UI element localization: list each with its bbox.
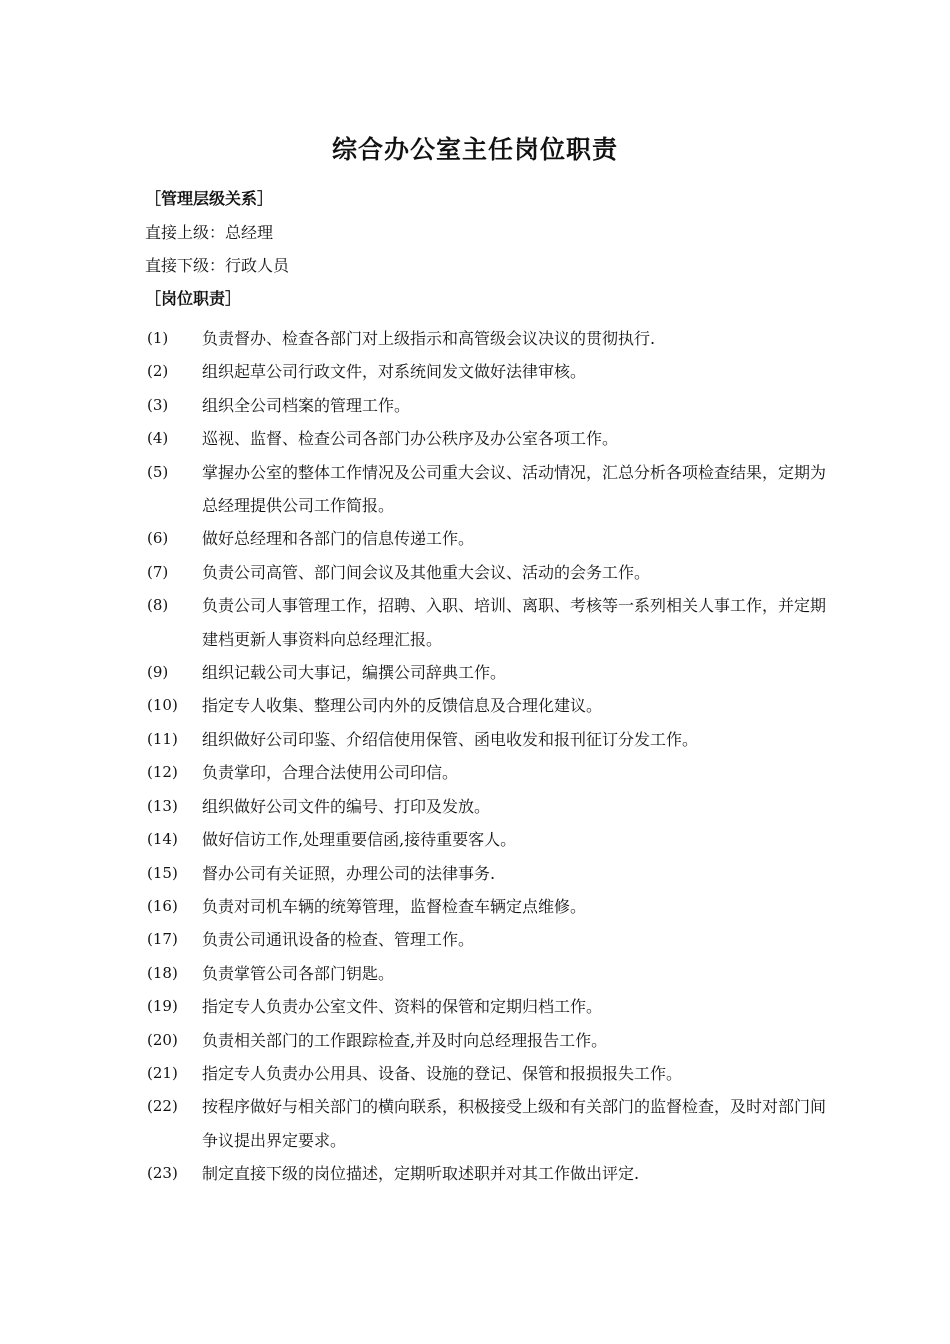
duty-item bbox=[147, 957, 827, 990]
duty-text: 组织起草公司行政文件，对系统间发文做好法律审核。 bbox=[202, 362, 587, 382]
duty-item bbox=[147, 723, 827, 756]
duty-number: (6) bbox=[147, 529, 169, 548]
duty-item bbox=[147, 923, 827, 956]
duty-text: 掌握办公室的整体工作情况及公司重大会议、活动情况，汇总分析各项检查结果，定期为总经理提供公司工作简报。 bbox=[202, 462, 827, 516]
hierarchy-heading: ［管理层级关系］ bbox=[145, 189, 274, 208]
duty-text: 指定专人收集、整理公司内外的反馈信息及合理化建议。 bbox=[202, 696, 603, 716]
duty-item bbox=[147, 990, 827, 1023]
duty-text: 指定专人负责办公用具、设备、设施的登记、保管和报损报失工作。 bbox=[202, 1063, 683, 1083]
duty-number: (18) bbox=[147, 963, 178, 982]
page-title: 综合办公室主任岗位职责 bbox=[331, 135, 618, 164]
duty-item bbox=[147, 1090, 827, 1157]
duty-number: (4) bbox=[147, 429, 169, 448]
duty-item bbox=[147, 1057, 827, 1090]
duty-number: (16) bbox=[147, 896, 178, 915]
duty-text: 负责掌印，合理合法使用公司印信。 bbox=[202, 763, 459, 783]
duty-text: 做好总经理和各部门的信息传递工作。 bbox=[202, 529, 475, 549]
duty-number: (17) bbox=[147, 930, 178, 949]
duty-item bbox=[147, 689, 827, 722]
duty-text: 负责公司高管、部门间会议及其他重大会议、活动的会务工作。 bbox=[202, 562, 651, 582]
duty-item bbox=[147, 556, 827, 589]
duty-text: 负责掌管公司各部门钥匙。 bbox=[202, 963, 395, 983]
duty-number: (12) bbox=[147, 763, 178, 782]
duty-text: 做好信访工作,处理重要信函,接待重要客人。 bbox=[202, 830, 517, 850]
duty-text: 制定直接下级的岗位描述，定期听取述职并对其工作做出评定. bbox=[202, 1164, 640, 1184]
duty-item bbox=[147, 422, 827, 455]
duty-number: (20) bbox=[147, 1030, 178, 1049]
duty-item bbox=[147, 355, 827, 388]
duty-text: 组织做好公司文件的编号、打印及发放。 bbox=[202, 796, 491, 816]
duty-text: 指定专人负责办公室文件、资料的保管和定期归档工作。 bbox=[202, 997, 603, 1017]
superior-line: 直接上级：总经理 bbox=[145, 223, 274, 242]
duty-text: 负责督办、检查各部门对上级指示和高管级会议决议的贯彻执行. bbox=[202, 329, 656, 348]
duty-number: (21) bbox=[147, 1063, 178, 1082]
duty-text: 督办公司有关证照，办理公司的法律事务. bbox=[202, 863, 496, 883]
duty-item bbox=[147, 890, 827, 923]
duty-number: (22) bbox=[147, 1097, 178, 1116]
duty-text: 负责公司人事管理工作，招聘、入职、培训、离职、考核等一系列相关人事工作，并定期建档更新人事资料向总经理汇报。 bbox=[202, 596, 827, 649]
duty-number: (9) bbox=[147, 663, 169, 682]
duty-number: (19) bbox=[147, 997, 178, 1016]
duty-number: (23) bbox=[147, 1164, 178, 1183]
duty-item bbox=[147, 1024, 827, 1057]
duty-number: (7) bbox=[147, 562, 169, 581]
duty-item bbox=[147, 589, 827, 656]
duty-item bbox=[147, 1157, 827, 1190]
subordinate-line: 直接下级：行政人员 bbox=[145, 256, 290, 275]
duties-heading: ［岗位职责］ bbox=[145, 289, 242, 308]
duties-list bbox=[147, 322, 827, 1191]
duty-number: (5) bbox=[147, 462, 169, 481]
duty-text: 组织做好公司印鉴、介绍信使用保管、函电收发和报刊征订分发工作。 bbox=[202, 729, 699, 749]
duty-text: 负责对司机车辆的统筹管理，监督检查车辆定点维修。 bbox=[202, 896, 587, 916]
duty-number: (15) bbox=[147, 863, 178, 882]
duty-item bbox=[147, 389, 827, 422]
duty-number: (10) bbox=[147, 696, 178, 715]
duty-item bbox=[147, 522, 827, 555]
duty-number: (8) bbox=[147, 596, 169, 615]
duty-text: 巡视、监督、检查公司各部门办公秩序及办公室各项工作。 bbox=[202, 429, 619, 449]
duty-item bbox=[147, 790, 827, 823]
duty-number: (1) bbox=[147, 329, 169, 347]
duty-text: 组织全公司档案的管理工作。 bbox=[202, 395, 411, 415]
duty-item bbox=[147, 823, 827, 856]
duty-text: 负责公司通讯设备的检查、管理工作。 bbox=[202, 930, 475, 950]
duty-item bbox=[147, 756, 827, 789]
duty-number: (14) bbox=[147, 830, 178, 849]
duty-text: 组织记载公司大事记，编撰公司辞典工作。 bbox=[202, 663, 507, 683]
duty-text: 负责相关部门的工作跟踪检查,并及时向总经理报告工作。 bbox=[202, 1030, 608, 1050]
duty-item bbox=[147, 456, 827, 523]
duty-item bbox=[147, 857, 827, 890]
duty-number: (2) bbox=[147, 362, 169, 381]
duty-number: (13) bbox=[147, 796, 178, 815]
duty-item bbox=[147, 322, 827, 355]
duty-item bbox=[147, 656, 827, 689]
duty-text: 按程序做好与相关部门的横向联系，积极接受上级和有关部门的监督检查，及时对部门间争议提出界定要求。 bbox=[202, 1097, 827, 1150]
duty-number: (11) bbox=[147, 729, 178, 748]
duty-number: (3) bbox=[147, 395, 169, 414]
